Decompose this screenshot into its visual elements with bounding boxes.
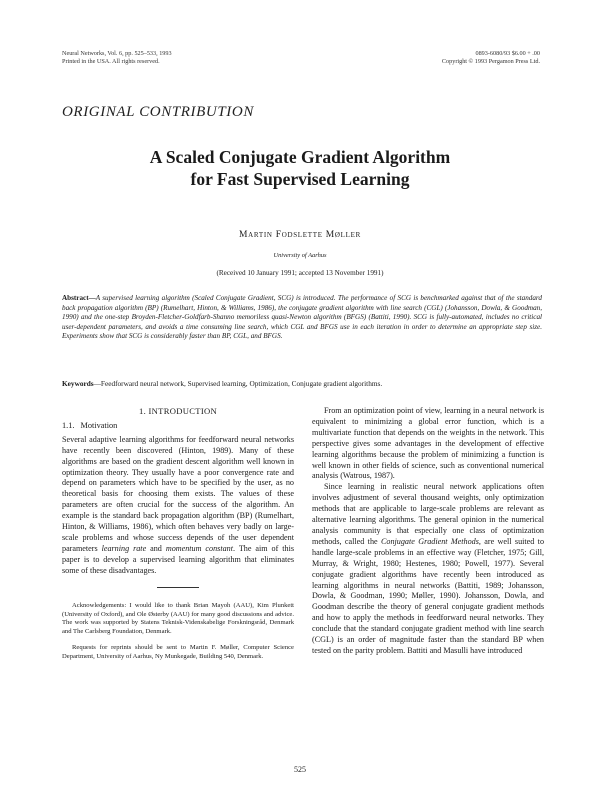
journal-citation-line2: Printed in the USA. All rights reserved. [62,58,160,65]
abstract-text: A supervised learning algorithm (Scaled Conjugate Gradient, SCG) is introduced. The performance of SCG is benchmarked against that of the standard back propagation algorithm (BP) (Rumelhart, Hinton, & Williams, 1986), the conjugate gradient algorithm with line search (CGL) (Johansson, Dowla, & Goodman, 1990) and the one-step Broyden-Fletcher-Goldfarb-Shanno memoriless quasi-Newton algorithm (BFGS) (Battiti, 1990). SCG is fully-automated, includes no critical user-dependent parameters, and avoids a time consuming line search, which CGL and BFGS use in each iteration in order to determine an appropriate step size. Experiments show that SCG is considerably faster than BP, CGL, and BFGS. [62,294,542,341]
keywords-text: —Feedforward neural network, Supervised learning, Optimization, Conjugate gradient algorithms. [93,379,383,388]
left-column [62,406,294,668]
author-name: Martin Fodslette Møller [239,230,361,240]
keywords-lead: Keywords [62,379,94,388]
acknowledgements-footnote: Acknowledgements: I would like to thank Brian Mayoh (AAU), Kim Plunkett (University of Oxford), and Ole Østerby (AAU) for many good discussions and advice. The work was supported by Statens Teknisk-Videnskabelige Forskningsråd, Denmark and The Carlsberg Foundation, Denmark. [62,601,294,636]
intro-text-b: and [146,543,166,553]
cg-emphasis-methods: Conjugate Gradient Methods [380,536,479,546]
abstract-lead: Abstract— [62,294,96,302]
author-affiliation: University of Aarhus [273,252,327,259]
intro-emphasis-momentum: momentum constant [165,543,233,553]
subsection-number: 1.1. [62,420,75,430]
paper-title [0,146,600,190]
paper-title-line2: for Fast Supervised Learning [190,169,410,189]
journal-citation-line1: Neural Networks, Vol. 6, pp. 525–533, 1993 [62,50,172,57]
subsection-heading-motivation [62,421,294,432]
footnote-divider [157,587,199,588]
section-heading-introduction: 1. INTRODUCTION [138,406,218,416]
intro-paragraph [62,435,294,577]
intro-emphasis-learning-rate: learning rate [101,543,147,553]
optimization-paragraph: From an optimization point of view, learning in a neural network is equivalent to minimizing a global error function, which is a multivariate function that depends on the weights in the network. This perspective gives some advantages in the development of effective learning algorithms because the problem of minimizing a function is well known in other fields of science, such as conventional numerical analysis (Watrous, 1987). [312,406,544,481]
intro-text-c: . The aim of this paper is to develop a supervised learning algorithm that eliminates some of these disadvantages. [62,543,295,575]
section-label: ORIGINAL CONTRIBUTION [62,104,254,120]
received-accepted-dates: (Received 10 January 1991; accepted 13 November 1991) [216,269,384,277]
cg-text-b: , are well suited to handle large-scale problems in an effective way (Fletcher, 1975; Gill, Murray, & Wright, 1980; Hestenes, 1980; Powell, 1977). Several conjugate gradient algorithms have recently been introduced as learning algorithms in neural networks (Battiti, 1989; Johansson, Dowla, & Goodman, 1990; Møller, 1990). Johansson, Dowla, and Goodman describe the theory of general conjugate gradient methods and how to apply the methods in feedforward neural networks. They conclude that the standard conjugate gradient method with line search (CGL) is an order of magnitude faster than the standard BP when tested on the parity problem. Battiti and Masulli have introduced [312,536,545,655]
copyright-notice [442,50,540,66]
copyright-line2: Copyright © 1993 Pergamon Press Ltd. [441,58,540,65]
abstract [62,294,542,342]
journal-citation [62,50,172,66]
subsection-title: Motivation [80,420,118,430]
cg-text-a: Since learning in realistic neural network applications often involves adjustment of several thousand weights, only optimization methods that are applicable to large-scale problems are relevant as alternative learning algorithms. The general opinion in the numerical analysis community is that especially one class of optimization methods, called the [312,482,544,546]
conjugate-gradient-paragraph [312,482,544,657]
page-number: 525 [294,765,306,774]
keywords [62,379,542,389]
copyright-line1: 0893-6080/93 $6.00 + .00 [475,50,540,57]
right-column [312,406,544,657]
paper-title-line1: A Scaled Conjugate Gradient Algorithm [149,147,451,167]
reprint-request-footnote: Requests for reprints should be sent to Martin F. Møller, Computer Science Department, University of Aarhus, Ny Munkegade, Building 540, Denmark. [62,643,294,660]
intro-text-a: Several adaptive learning algorithms for feedforward neural networks have recently been discovered (Hinton, 1989). Many of these algorithms are based on the gradient descent algorithm well known in optimization theory. They usually have a poor convergence rate and depend on parameters which have to be specified by the user, as no theoretical basis for choosing them exists. The values of these parameters are often crucial for the success of the algorithm. An example is the standard back propagation algorithm (BP) (Rumelhart, Hinton, & Williams, 1986), which often behaves very badly on large-scale problems and whose success depends of the user dependent parameters [62,434,294,553]
